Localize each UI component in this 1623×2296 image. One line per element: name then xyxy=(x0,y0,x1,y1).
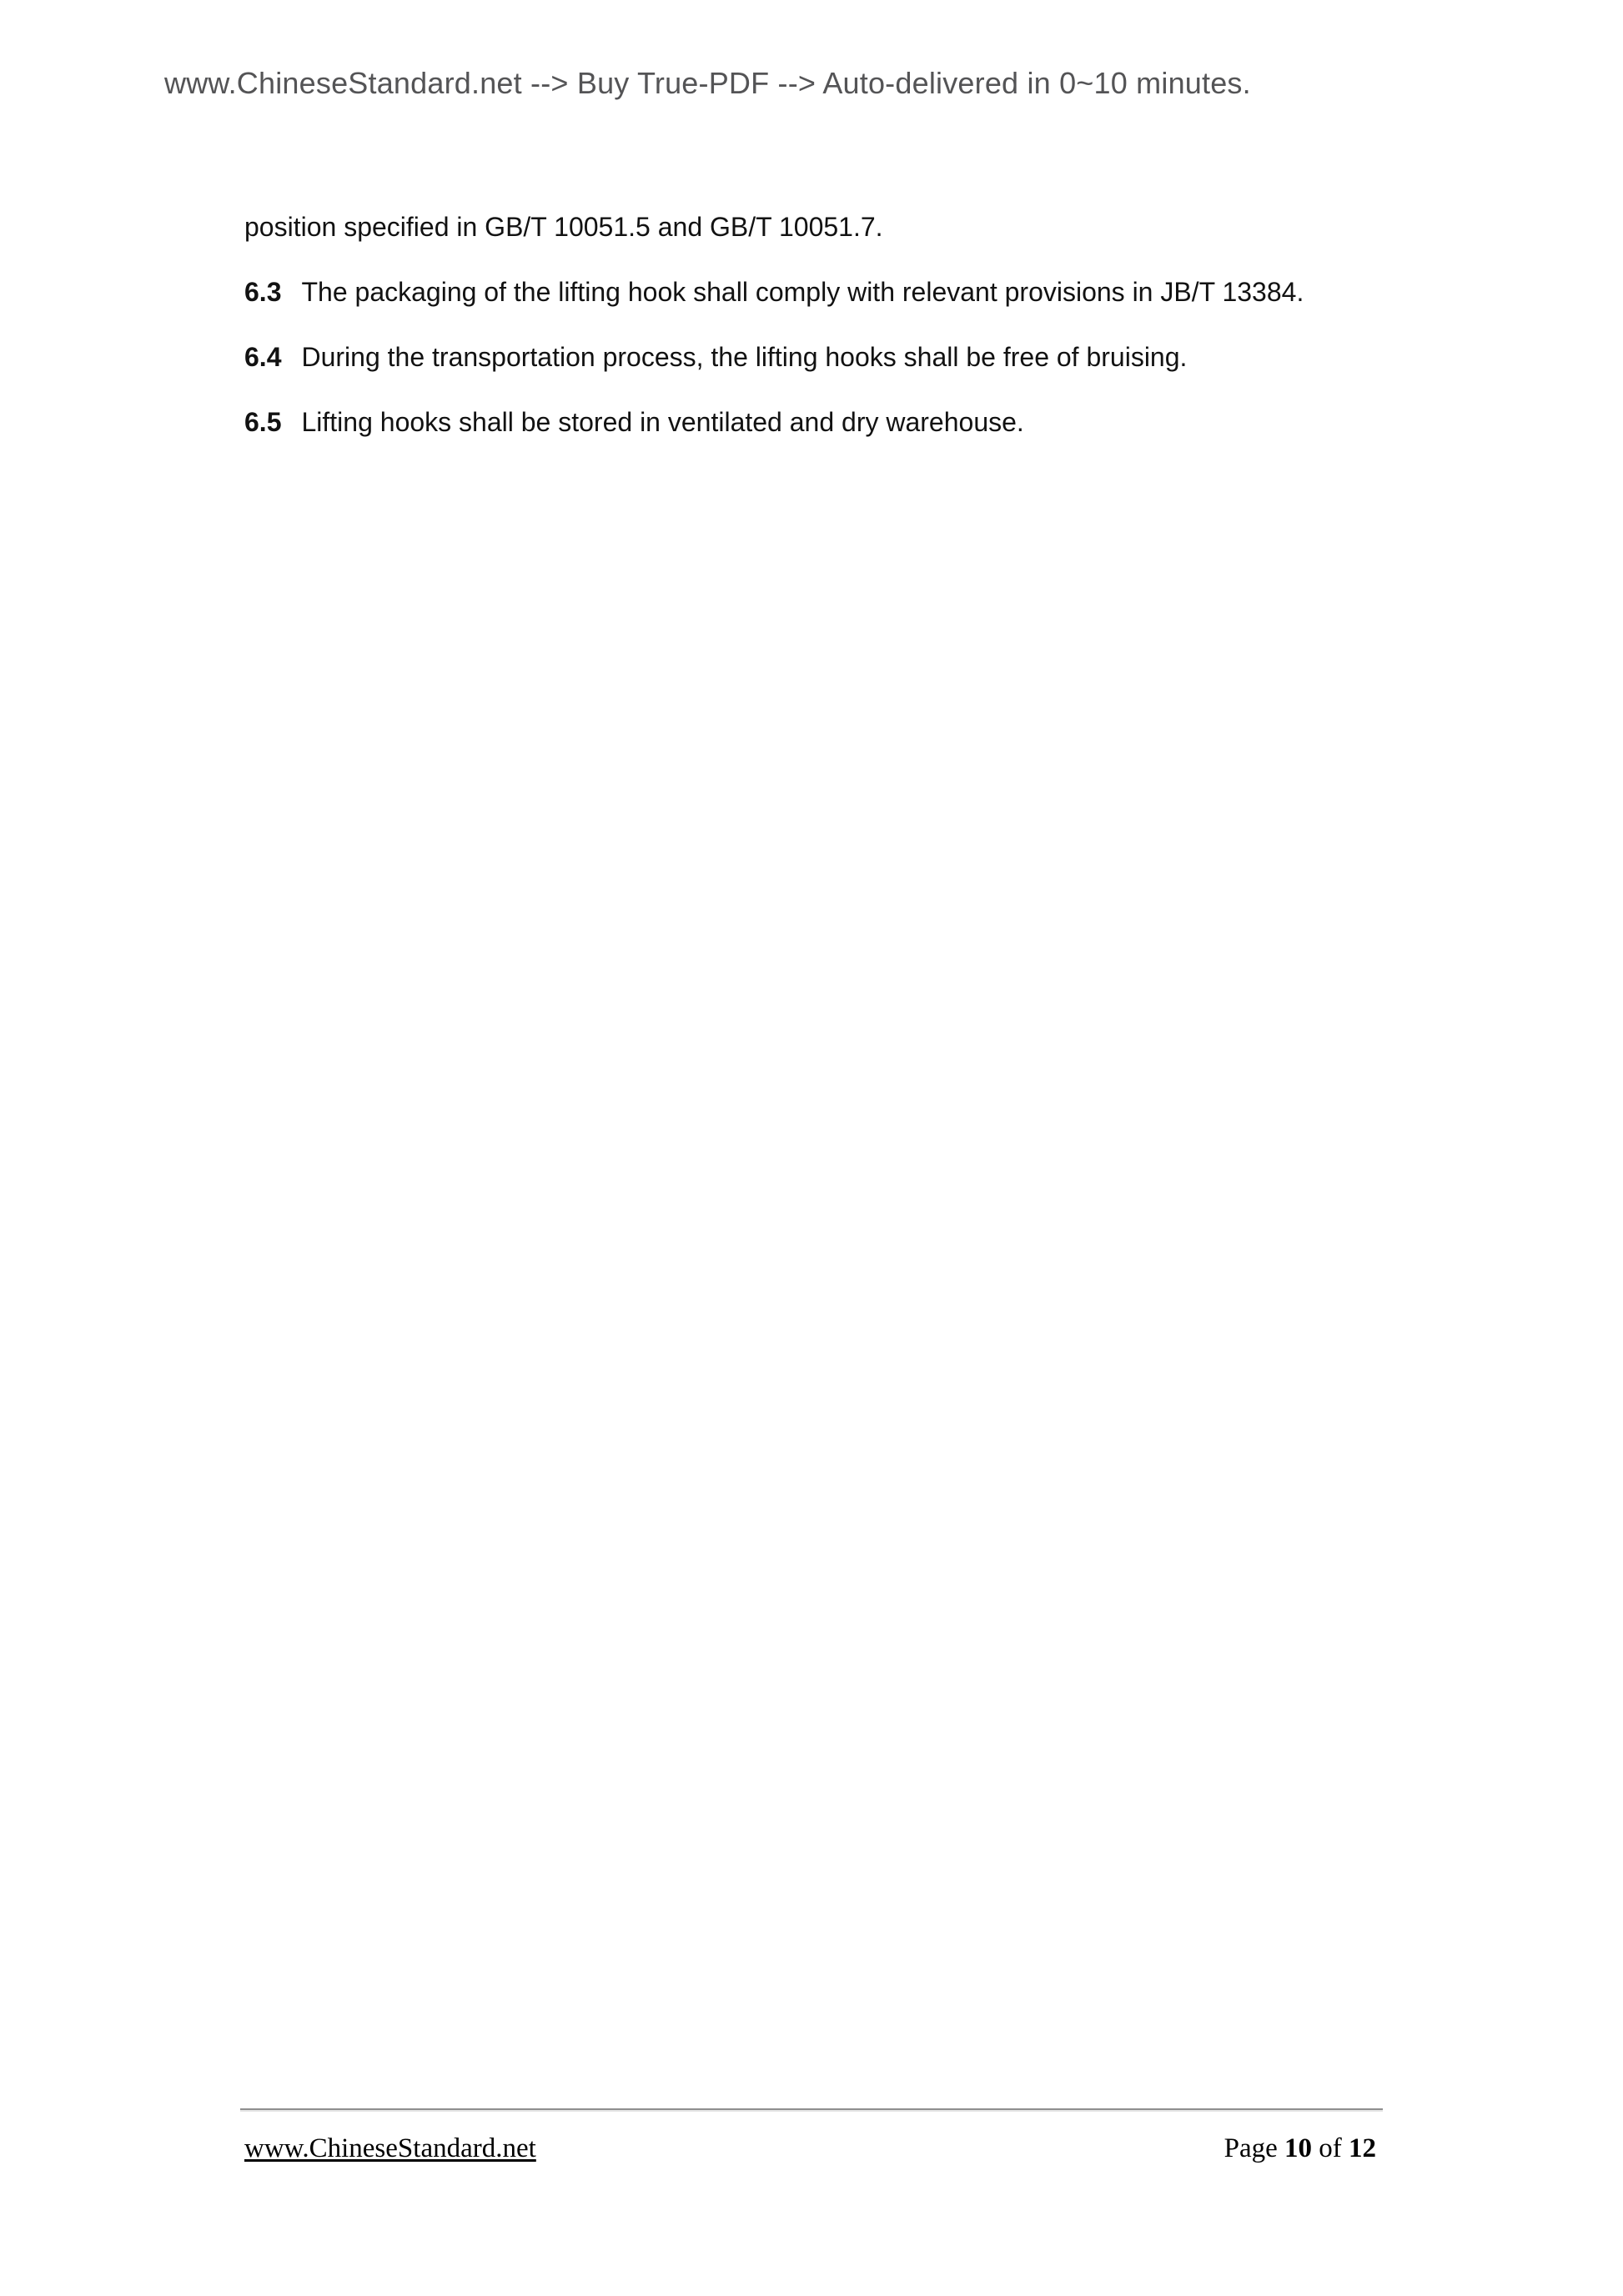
paragraph-continuation xyxy=(244,208,1412,245)
footer-divider xyxy=(240,2108,1383,2110)
footer xyxy=(244,2132,1376,2165)
paragraph-6-3 xyxy=(244,274,1412,310)
paragraph-text: position specified in GB/T 10051.5 and GB/T 10051.7. xyxy=(244,212,883,242)
footer-website-link[interactable]: www.ChineseStandard.net xyxy=(244,2133,536,2163)
clause-number: 6.3 xyxy=(244,277,282,307)
clause-number: 6.4 xyxy=(244,342,282,372)
paragraph-6-4 xyxy=(244,339,1412,375)
paragraph-text: During the transportation process, the lifting hooks shall be free of bruising. xyxy=(301,342,1188,372)
page-number-total: 12 xyxy=(1349,2133,1376,2163)
page-indicator xyxy=(1224,2132,1376,2165)
page-label: Page xyxy=(1224,2133,1278,2163)
paragraph-6-5 xyxy=(244,404,1412,440)
document-body xyxy=(244,208,1412,469)
paragraph-text: The packaging of the lifting hook shall comply with relevant provisions in JB/T 13384. xyxy=(301,277,1304,307)
header-url-line: www.ChineseStandard.net --> Buy True-PDF --> Auto-delivered in 0~10 minutes. xyxy=(164,66,1251,100)
clause-number: 6.5 xyxy=(244,407,282,437)
paragraph-text: Lifting hooks shall be stored in ventilated and dry warehouse. xyxy=(301,407,1024,437)
page-label-of: of xyxy=(1319,2133,1342,2163)
page-number-current: 10 xyxy=(1284,2133,1312,2163)
